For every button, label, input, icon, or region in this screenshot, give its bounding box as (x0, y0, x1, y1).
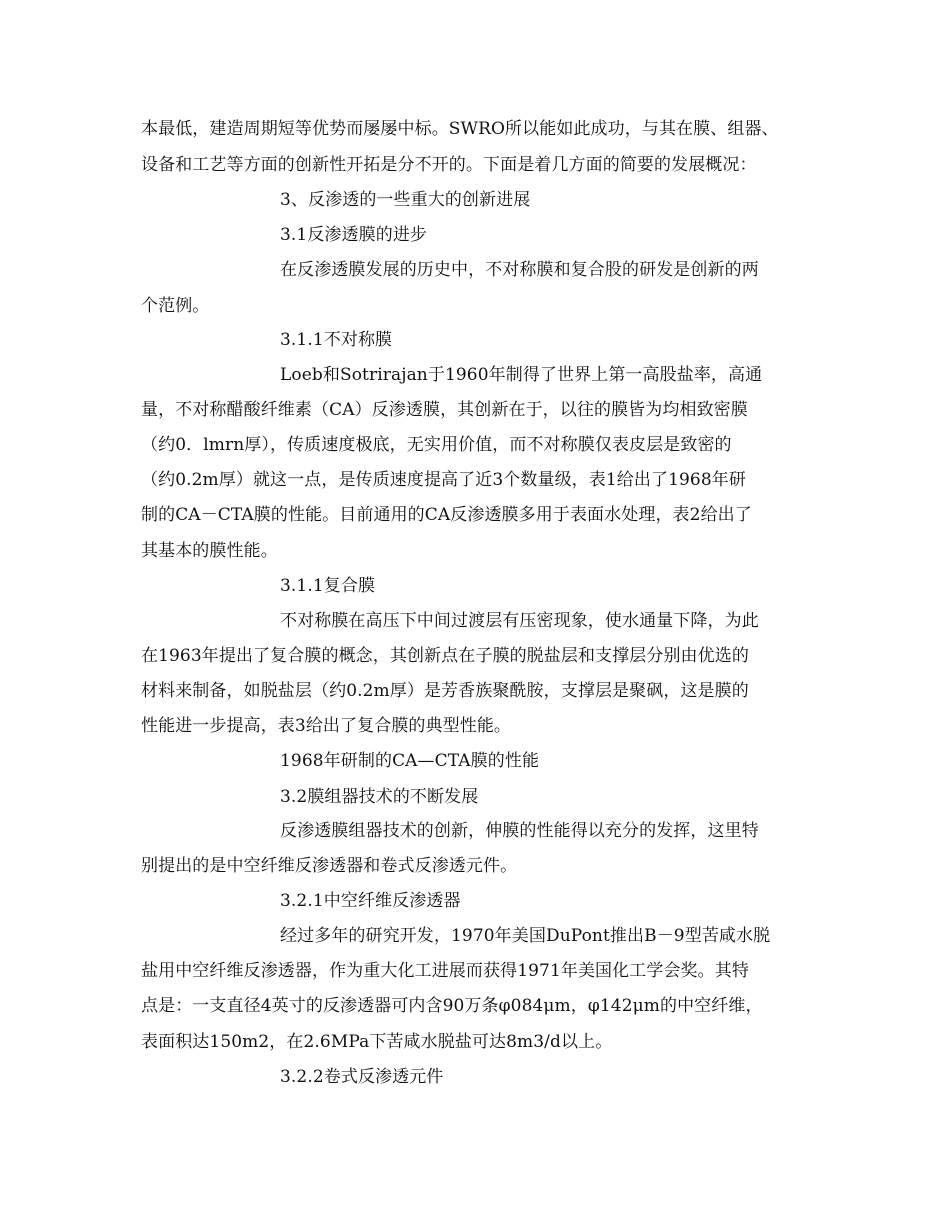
paragraph-line: （约0．lmrn厚），传质速度极底，无实用价值，而不对称膜仅表皮层是致密的 (141, 435, 732, 455)
paragraph-line: Loeb和Sotrirajan于1960年制得了世界上第一高股盐率，高通 (280, 365, 763, 385)
paragraph-line: （约0.2m厚）就这一点，是传质速度提高了近3个数量级，表1给出了1968年研 (141, 470, 746, 490)
paragraph-line: 点是：一支直径4英寸的反渗透器可内含90万条φ084μm，φ142μm的中空纤维， (141, 996, 763, 1016)
paragraph-line: 个范例。 (141, 296, 210, 316)
paragraph-line: 反渗透膜组器技术的创新，伸膜的性能得以充分的发挥，这里特 (280, 821, 759, 841)
section-heading: 3.2膜组器技术的不断发展 (280, 787, 479, 807)
paragraph-line: 在1963年提出了复合膜的概念，其创新点在子膜的脱盐层和支撑层分别由优选的 (141, 646, 749, 666)
paragraph-line: 其基本的膜性能。 (141, 541, 278, 561)
paragraph-line: 性能进一步提高，表3给出了复合膜的典型性能。 (141, 716, 512, 736)
paragraph-line: 本最低，建造周期短等优势而屡屡中标。SWRO所以能如此成功，与其在膜、组器、 (141, 119, 779, 139)
paragraph-line: 不对称膜在高压下中间过渡层有压密现象，使水通量下降，为此 (280, 611, 759, 631)
section-heading: 3.1.1不对称膜 (280, 330, 393, 350)
section-heading: 3、反渗透的一些重大的创新进展 (280, 190, 531, 210)
paragraph-line: 别提出的是中空纤维反渗透器和卷式反渗透元件。 (141, 856, 518, 876)
section-heading: 3.1反渗透膜的进步 (280, 225, 428, 245)
paragraph-line: 表面积达150m2，在2.6MPa下苦咸水脱盐可达8m3/d以上。 (141, 1032, 613, 1052)
paragraph-line: 设备和工艺等方面的创新性开拓是分不开的。下面是着几方面的简要的发展概况： (141, 155, 757, 175)
paragraph-line: 经过多年的研究开发，1970年美国DuPont推出B－9型苦咸水脱 (280, 926, 771, 946)
table-caption: 1968年研制的CA—CTA膜的性能 (280, 751, 540, 771)
paragraph-line: 盐用中空纤维反渗透器，作为重大化工进展而获得1971年美国化工学会奖。其特 (141, 961, 749, 981)
section-heading: 3.2.2卷式反渗透元件 (280, 1067, 444, 1087)
paragraph-line: 材料来制备，如脱盐层（约0.2m厚）是芳香族聚酰胺，支撑层是聚砜，这是膜的 (141, 681, 749, 701)
section-heading: 3.2.1中空纤维反渗透器 (280, 891, 461, 911)
section-heading: 3.1.1复合膜 (280, 576, 376, 596)
paragraph-line: 制的CA－CTA膜的性能。目前通用的CA反渗透膜多用于表面水处理，表2给出了 (141, 505, 752, 525)
paragraph-line: 量，不对称醋酸纤维素（CA）反渗透膜，其创新在于，以往的膜皆为均相致密膜 (141, 400, 748, 420)
paragraph-line: 在反渗透膜发展的历史中，不对称膜和复合股的研发是创新的两 (280, 260, 759, 280)
